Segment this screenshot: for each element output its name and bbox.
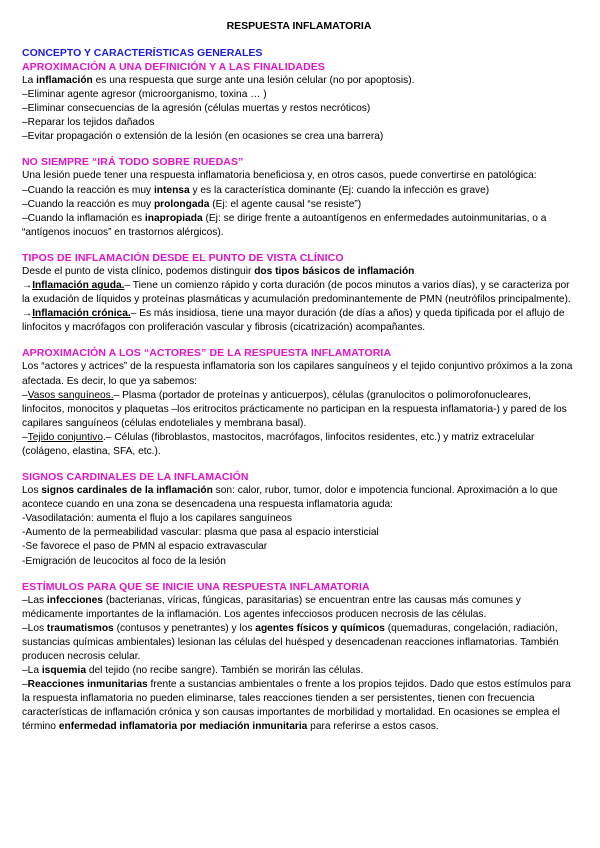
heading-aproximacion-definicion: APROXIMACIÓN A UNA DEFINICIÓN Y A LAS FINALIDADES (22, 61, 325, 73)
list-item: –Eliminar consecuencias de la agresión (células muertas y restos necróticos) (22, 103, 371, 115)
list-item: -Emigración de leucocitos al foco de la lesión (22, 555, 226, 567)
list-item: –Cuando la inflamación es inapropiada (Ej: se dirige frente a autoantígenos en enfermedades autoinmunitarias, o a “antígenos inocuos” en trastornos alérgicos). (22, 212, 547, 238)
list-item: →Inflamación aguda.– Tiene un comienzo rápido y corta duración (de pocos minutos a varios días), y se caracteriza por la exudación de líquidos y proteínas plasmáticas y acumulación predominantemente de PMN (neutrófilos principalmente). (22, 280, 571, 306)
list-item: –La isquemia del tejido (no recibe sangre). También se morirán las células. (22, 665, 364, 677)
heading-tipos: TIPOS DE INFLAMACIÓN DESDE EL PUNTO DE VISTA CLÍNICO (22, 251, 344, 264)
paragraph: Los signos cardinales de la inflamación son: calor, rubor, tumor, dolor e impotencia funcional. Aproximación a lo que acontece cuando en una zona se desencadena una respuesta inflamatoria aguda: (22, 485, 558, 511)
list-item: –Reparar los tejidos dañados (22, 117, 155, 129)
heading-concepto: CONCEPTO Y CARACTERÍSTICAS GENERALES (22, 47, 263, 59)
list-item: –Evitar propagación o extensión de la lesión (en ocasiones se crea una barrera) (22, 131, 384, 143)
paragraph: Una lesión puede tener una respuesta inflamatoria beneficiosa y, en otros casos, puede convertirse en patológica: (22, 170, 537, 182)
list-item: →Inflamación crónica.– Es más insidiosa, tiene una mayor duración (de días a años) y queda tipificada por el aflujo de linfocitos y macrófagos con proliferación vascular y fibrosis (cicatrización) acompañantes. (22, 308, 565, 334)
list-item: –Cuando la reacción es muy prolongada (Ej: el agente causal “se resiste”) (22, 198, 362, 210)
list-item: –Vasos sanguíneos.– Plasma (portador de proteínas y anticuerpos), células (granulocitos o polimorofonucleares, linfocitos, monocitos y plaquetas –los eritrocitos prácticamente no participan en la respuesta inflamatoria-) y pared de los capilares sanguíneos (células endoteliales y membrana basal). (22, 389, 567, 429)
list-item: -Aumento de la permeabilidad vascular: plasma que pasa al espacio intersticial (22, 527, 379, 539)
document-title: RESPUESTA INFLAMATORIA (226, 20, 372, 32)
list-item: –Cuando la reacción es muy intensa y es la característica dominante (Ej: cuando la infección es grave) (22, 184, 490, 196)
list-item: –Reacciones inmunitarias frente a sustancias ambientales o frente a los propios tejidos. Dado que estos estímulos para la respuesta inflamatoria no pueden eliminarse, tales reacciones tienden a ser persistentes, tienen con frecuencia características de inflamación crónica y son causas importantes de morbilidad y mortalidad. En ocasiones se emplea el término enfermedad inflamatoria por mediación inmunitaria para referirse a estos casos. (22, 679, 571, 733)
heading-actores: APROXIMACIÓN A LOS “ACTORES” DE LA RESPUESTA INFLAMATORIA (22, 347, 392, 360)
list-item: –Las infecciones (bacterianas, víricas, fúngicas, parasitarias) se encuentran entre las causas más comunes y médicamente importantes de la inflamación. Los agentes infecciosos producen necrosis de las células. (22, 594, 521, 620)
section-signos (22, 470, 576, 569)
list-item: -Se favorece el paso de PMN al espacio extravascular (22, 541, 268, 553)
section-actores (22, 346, 576, 459)
heading-estimulos: ESTÍMULOS PARA QUE SE INICIE UNA RESPUESTA INFLAMATORIA (22, 580, 370, 593)
heading-signos: SIGNOS CARDINALES DE LA INFLAMACIÓN (22, 471, 249, 484)
section-no-siempre (22, 155, 576, 239)
paragraph: Desde el punto de vista clínico, podemos distinguir dos tipos básicos de inflamación (22, 265, 415, 277)
list-item: –Los traumatismos (contusos y penetrantes) y los agentes físicos y químicos (quemaduras, congelación, radiación, sustancias químicas ambientales) lesionan las células del huésped y desencadenan reacciones inflamatorias. También producen necrosis celular. (22, 622, 559, 662)
section-concepto (22, 46, 576, 144)
section-estimulos (22, 580, 576, 735)
paragraph: Los “actores y actrices” de la respuesta inflamatoria son los capilares sanguíneos y el tejido conjuntivo próximos a la zona afectada. Es decir, lo que ya sabemos: (22, 361, 573, 387)
section-tipos (22, 251, 576, 335)
list-item: -Vasodilatación: aumenta el flujo a los capilares sanguíneos (22, 513, 292, 525)
definition-paragraph: La inflamación es una respuesta que surge ante una lesión celular (no por apoptosis). (22, 75, 415, 86)
list-item: –Eliminar agente agresor (microorganismo, toxina … ) (22, 89, 267, 101)
list-item: –Tejido conjuntivo.– Células (fibroblastos, mastocitos, macrófagos, linfocitos residentes, etc.) y matriz extracelular (colágeno, elastina, SFA, etc.). (22, 431, 535, 457)
heading-no-siempre: NO SIEMPRE “IRÁ TODO SOBRE RUEDAS” (22, 156, 244, 169)
